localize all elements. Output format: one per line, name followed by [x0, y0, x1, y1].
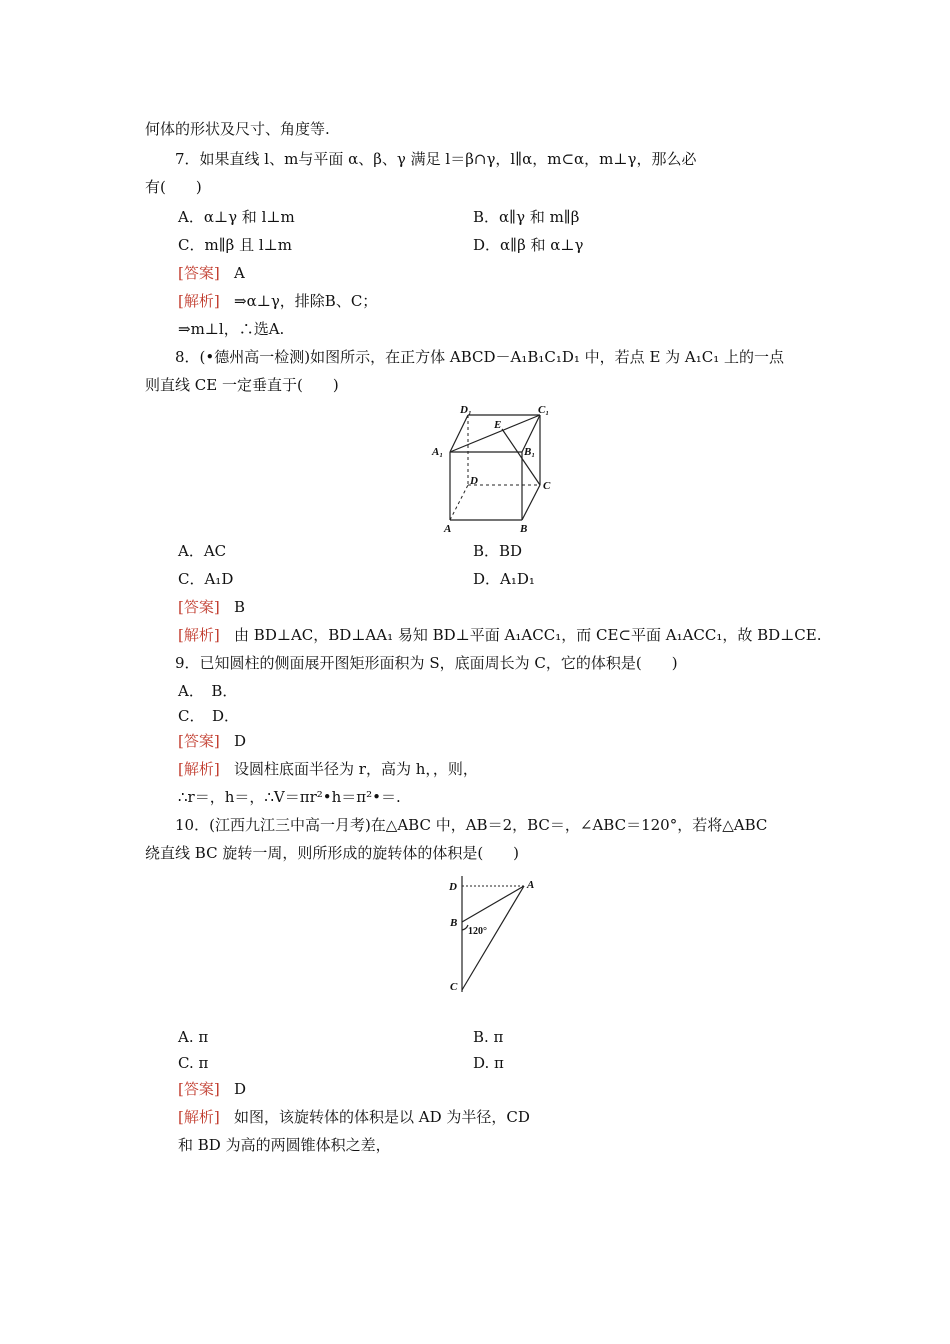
answer-tag: [答案]: [178, 732, 220, 750]
explanation-tag: [解析]: [178, 626, 220, 644]
q10-explanation-cont: 和 BD 为高的两圆锥体积之差，: [178, 1136, 391, 1154]
explanation-text: ⇒α⊥γ，排除B、C；: [234, 292, 378, 310]
q7-explanation-cont: ⇒m⊥l，∴选A.: [178, 320, 285, 338]
question-10-stem-cont: 绕直线 BC 旋转一周，则所形成的旋转体的体积是( ): [145, 844, 520, 862]
q7-option-a: A．α⊥γ 和 l⊥m: [178, 208, 295, 226]
explanation-tag: [解析]: [178, 292, 220, 310]
angle-label: 120°: [468, 926, 487, 937]
q7-explanation: [178, 290, 377, 312]
q8-option-d: D．A₁D₁: [473, 570, 535, 588]
answer-value: A: [234, 264, 245, 282]
q10-option-c: C. π: [178, 1054, 209, 1072]
q9-answer: [178, 730, 246, 752]
q7-option-c: C．m∥β 且 l⊥m: [178, 236, 292, 254]
label-B: B: [450, 917, 458, 929]
q8-option-b: B．BD: [473, 542, 523, 560]
cube-figure: [430, 400, 570, 535]
label-A: A: [527, 879, 535, 891]
q10-option-d: D. π: [473, 1054, 504, 1072]
answer-value: D: [234, 732, 247, 750]
question-8-stem-cont: 则直线 CE 一定垂直于( ): [145, 376, 339, 394]
label-D1: D₁: [460, 404, 472, 416]
text-line: 何体的形状及尺寸、角度等.: [145, 120, 330, 138]
label-D: D: [470, 475, 478, 487]
label-B1: B₁: [524, 446, 536, 458]
answer-tag: [答案]: [178, 598, 220, 616]
explanation-tag: [解析]: [178, 760, 220, 778]
explanation-text: 如图，该旋转体的体积是以 AD 为半径，CD: [234, 1108, 530, 1126]
q10-explanation: [178, 1106, 530, 1128]
triangle-figure: [440, 872, 550, 997]
explanation-tag: [解析]: [178, 1108, 220, 1126]
q10-option-b: B. π: [473, 1028, 504, 1046]
q7-option-b: B．α∥γ 和 m∥β: [473, 208, 580, 226]
label-C: C: [450, 981, 458, 993]
label-A: A: [444, 523, 452, 535]
question-8-stem: 8．(•德州高一检测)如图所示，在正方体 ABCD－A₁B₁C₁D₁ 中，若点 E 为 A₁C₁ 上的一点: [175, 348, 785, 366]
label-B: B: [520, 523, 528, 535]
label-D: D: [449, 881, 457, 893]
answer-value: B: [234, 598, 246, 616]
q10-answer: [178, 1078, 246, 1100]
answer-value: D: [234, 1080, 247, 1098]
q9-explanation: [178, 758, 478, 780]
answer-tag: [答案]: [178, 264, 220, 282]
q9-explanation-cont: ∴r＝，h＝，∴V＝πr²•h＝π²•＝.: [178, 788, 401, 806]
q9-options-cd: C． D．: [178, 707, 240, 725]
label-E: E: [494, 419, 502, 431]
q7-option-d: D．α∥β 和 α⊥γ: [473, 236, 584, 254]
question-9-stem: 9．已知圆柱的侧面展开图矩形面积为 S，底面周长为 C，它的体积是( ): [175, 654, 678, 672]
q10-option-a: A. π: [178, 1028, 209, 1046]
question-7-stem-cont: 有( ): [145, 178, 202, 196]
label-C1: C₁: [538, 404, 550, 416]
explanation-text: 由 BD⊥AC，BD⊥AA₁ 易知 BD⊥平面 A₁ACC₁，而 CE⊂平面 A₁ACC₁，故 BD⊥CE.: [234, 626, 822, 644]
label-C: C: [543, 480, 551, 492]
answer-tag: [答案]: [178, 1080, 220, 1098]
q9-options-ab: A． B．: [178, 682, 238, 700]
q8-option-c: C．A₁D: [178, 570, 234, 588]
question-7-stem: 7．如果直线 l、m与平面 α、β、γ 满足 l＝β∩γ，l∥α，m⊂α，m⊥γ，那么必: [175, 150, 697, 168]
explanation-text: 设圆柱底面半径为 r，高为 h，，则，: [234, 760, 478, 778]
q7-answer: [178, 262, 245, 284]
q8-explanation: [178, 624, 822, 646]
q8-answer: [178, 596, 245, 618]
label-A1: A₁: [432, 446, 444, 458]
question-10-stem: 10．(江西九江三中高一月考)在△ABC 中，AB＝2，BC＝，∠ABC＝120°，若将△ABC: [175, 816, 768, 834]
q8-option-a: A．AC: [178, 542, 227, 560]
